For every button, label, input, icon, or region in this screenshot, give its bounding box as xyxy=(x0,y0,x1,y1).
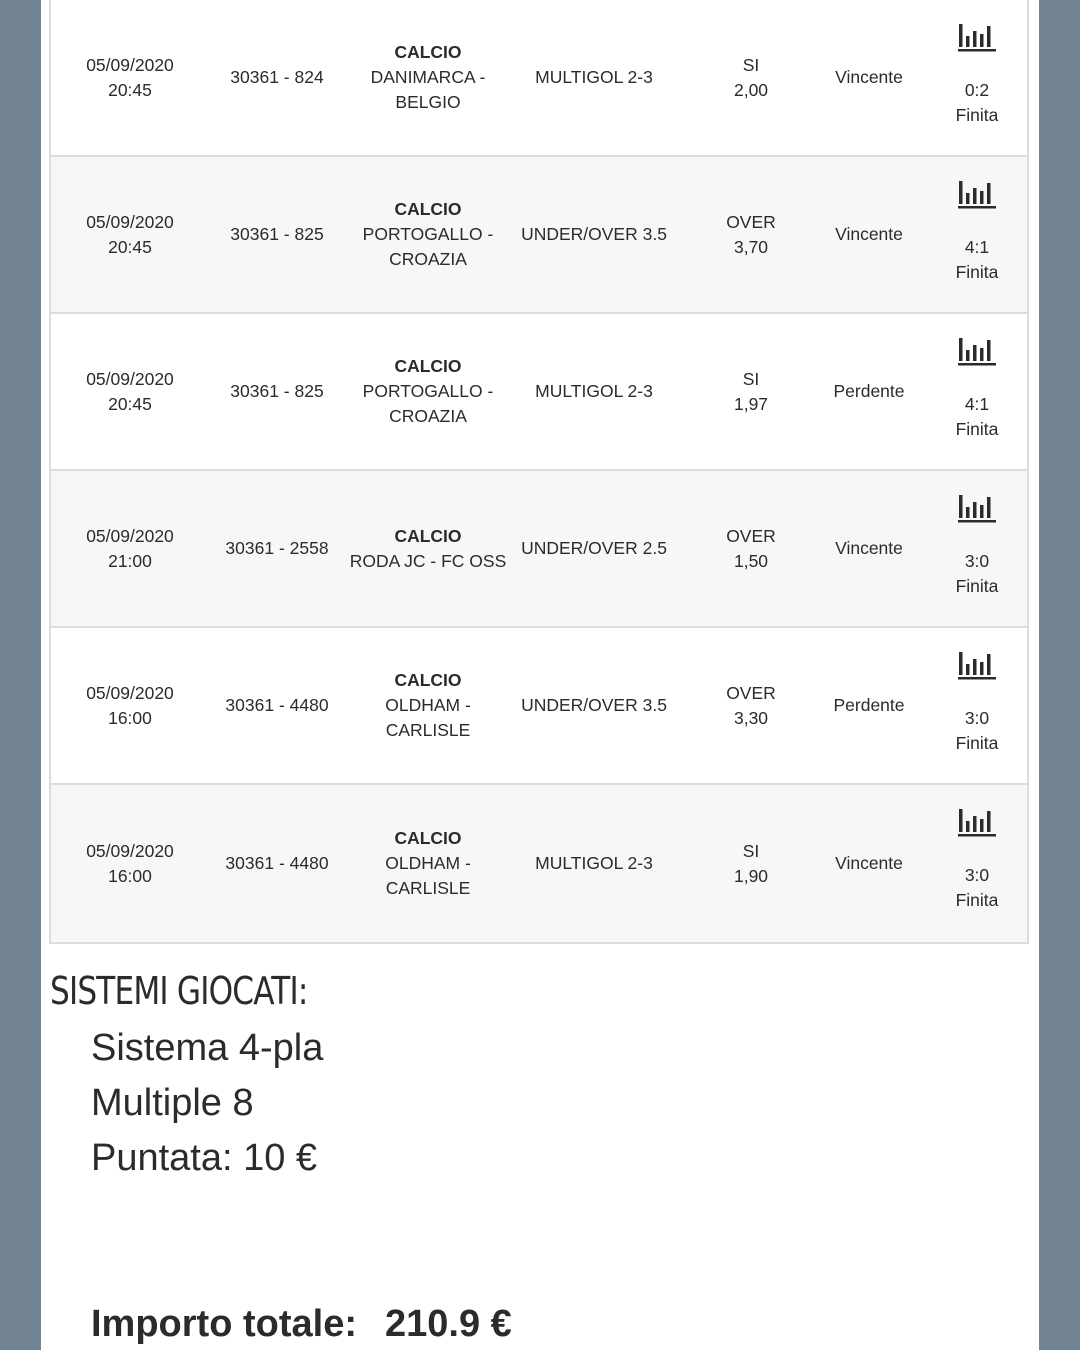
market-cell xyxy=(511,314,677,469)
event-code: 30361 - 4480 xyxy=(225,695,329,715)
date-cell xyxy=(51,0,209,155)
pick-label: SI xyxy=(742,368,760,389)
date-cell xyxy=(51,785,209,942)
event-code: 30361 - 824 xyxy=(230,67,324,87)
match-score: 3:0 xyxy=(964,551,990,571)
result-status: Perdente xyxy=(833,381,905,401)
market-name: MULTIGOL 2-3 xyxy=(535,853,653,873)
stats-cell xyxy=(923,314,1031,469)
event-time: 20:45 xyxy=(108,236,152,257)
result-cell xyxy=(811,471,927,626)
match-status: Finita xyxy=(955,733,999,753)
event-code: 30361 - 825 xyxy=(230,224,324,244)
result-cell xyxy=(811,785,927,942)
match-status: Finita xyxy=(955,105,999,125)
date-cell xyxy=(51,628,209,783)
bar-chart-icon[interactable] xyxy=(957,649,997,681)
market-cell xyxy=(511,0,677,155)
stake-amount: Puntata: 10 € xyxy=(91,1137,318,1179)
stats-cell xyxy=(923,0,1031,155)
match-score: 3:0 xyxy=(964,708,990,728)
market-name: MULTIGOL 2-3 xyxy=(535,381,653,401)
date-cell xyxy=(51,314,209,469)
code-cell xyxy=(209,785,345,942)
table-row xyxy=(51,0,1027,157)
event-cell xyxy=(345,471,511,626)
event-code: 30361 - 2558 xyxy=(225,538,329,558)
result-status: Perdente xyxy=(833,695,905,715)
result-cell xyxy=(811,0,927,155)
odds-cell xyxy=(677,157,825,312)
bar-chart-icon[interactable] xyxy=(957,21,997,53)
odds-value: 1,50 xyxy=(733,550,769,571)
sport-label: CALCIO xyxy=(394,199,462,219)
odds-value: 1,90 xyxy=(733,865,769,886)
result-status: Vincente xyxy=(835,853,903,873)
match-status: Finita xyxy=(955,576,999,596)
match-status: Finita xyxy=(955,262,999,282)
event-date: 05/09/2020 xyxy=(86,682,174,703)
pick-label: OVER xyxy=(726,525,776,546)
stats-cell xyxy=(923,157,1031,312)
sistemi-title: SISTEMI GIOCATI: xyxy=(50,969,308,1013)
sport-label: CALCIO xyxy=(394,525,462,546)
result-status: Vincente xyxy=(835,67,903,87)
event-cell xyxy=(345,157,511,312)
sport-label: CALCIO xyxy=(394,356,462,376)
bar-chart-icon[interactable] xyxy=(957,178,997,210)
event-time: 16:00 xyxy=(108,865,152,886)
event-date: 05/09/2020 xyxy=(86,211,174,232)
pick-label: SI xyxy=(742,54,760,75)
odds-value: 3,70 xyxy=(733,236,769,257)
odds-value: 1,97 xyxy=(733,393,769,414)
date-cell xyxy=(51,157,209,312)
event-date: 05/09/2020 xyxy=(86,54,174,75)
event-code: 30361 - 4480 xyxy=(225,853,329,873)
receipt-page xyxy=(41,0,1039,1350)
match-status: Finita xyxy=(955,890,999,910)
result-cell xyxy=(811,314,927,469)
code-cell xyxy=(209,471,345,626)
match-score: 4:1 xyxy=(964,394,990,414)
total-amount xyxy=(91,1298,512,1350)
event-code: 30361 - 825 xyxy=(230,381,324,401)
event-cell xyxy=(345,785,511,942)
bar-chart-icon[interactable] xyxy=(957,335,997,367)
event-time: 21:00 xyxy=(108,550,152,571)
odds-cell xyxy=(677,628,825,783)
sport-label: CALCIO xyxy=(394,670,462,690)
odds-value: 3,30 xyxy=(733,707,769,728)
bets-table xyxy=(49,0,1029,944)
sport-label: CALCIO xyxy=(394,828,462,848)
stats-cell xyxy=(923,471,1031,626)
event-name: PORTOGALLO - CROAZIA xyxy=(362,224,494,269)
bar-chart-icon[interactable] xyxy=(957,492,997,524)
market-name: UNDER/OVER 2.5 xyxy=(521,538,667,558)
stats-cell xyxy=(923,628,1031,783)
table-row xyxy=(51,785,1027,942)
event-date: 05/09/2020 xyxy=(86,525,174,546)
result-cell xyxy=(811,157,927,312)
code-cell xyxy=(209,157,345,312)
code-cell xyxy=(209,314,345,469)
total-value: 210.9 € xyxy=(384,1303,512,1345)
event-cell xyxy=(345,628,511,783)
market-cell xyxy=(511,785,677,942)
result-cell xyxy=(811,628,927,783)
bar-chart-icon[interactable] xyxy=(957,806,997,838)
match-status: Finita xyxy=(955,419,999,439)
event-date: 05/09/2020 xyxy=(86,840,174,861)
odds-cell xyxy=(677,785,825,942)
code-cell xyxy=(209,0,345,155)
market-cell xyxy=(511,628,677,783)
event-name: OLDHAM - CARLISLE xyxy=(385,853,471,898)
match-score: 4:1 xyxy=(964,237,990,257)
sport-label: CALCIO xyxy=(394,42,462,62)
market-name: MULTIGOL 2-3 xyxy=(535,67,653,87)
event-name: DANIMARCA - BELGIO xyxy=(370,67,486,112)
odds-cell xyxy=(677,314,825,469)
stats-cell xyxy=(923,785,1031,942)
event-name: RODA JC - FC OSS xyxy=(349,550,507,571)
event-name: PORTOGALLO - CROAZIA xyxy=(362,381,494,426)
event-name: OLDHAM - CARLISLE xyxy=(385,695,471,740)
table-row xyxy=(51,628,1027,785)
event-time: 20:45 xyxy=(108,393,152,414)
match-score: 3:0 xyxy=(964,865,990,885)
result-status: Vincente xyxy=(835,538,903,558)
event-time: 20:45 xyxy=(108,79,152,100)
table-row xyxy=(51,314,1027,471)
pick-label: SI xyxy=(742,840,760,861)
pick-label: OVER xyxy=(726,211,776,232)
total-label: Importo totale: xyxy=(91,1303,357,1345)
match-score: 0:2 xyxy=(964,80,990,100)
table-row xyxy=(51,157,1027,314)
event-time: 16:00 xyxy=(108,707,152,728)
date-cell xyxy=(51,471,209,626)
odds-value: 2,00 xyxy=(733,79,769,100)
pick-label: OVER xyxy=(726,682,776,703)
odds-cell xyxy=(677,0,825,155)
multiple-count: Multiple 8 xyxy=(91,1082,254,1124)
code-cell xyxy=(209,628,345,783)
market-name: UNDER/OVER 3.5 xyxy=(521,224,667,244)
event-cell xyxy=(345,0,511,155)
market-cell xyxy=(511,471,677,626)
event-cell xyxy=(345,314,511,469)
odds-cell xyxy=(677,471,825,626)
result-status: Vincente xyxy=(835,224,903,244)
table-row xyxy=(51,471,1027,628)
market-name: UNDER/OVER 3.5 xyxy=(521,695,667,715)
market-cell xyxy=(511,157,677,312)
system-type: Sistema 4-pla xyxy=(91,1027,324,1069)
event-date: 05/09/2020 xyxy=(86,368,174,389)
